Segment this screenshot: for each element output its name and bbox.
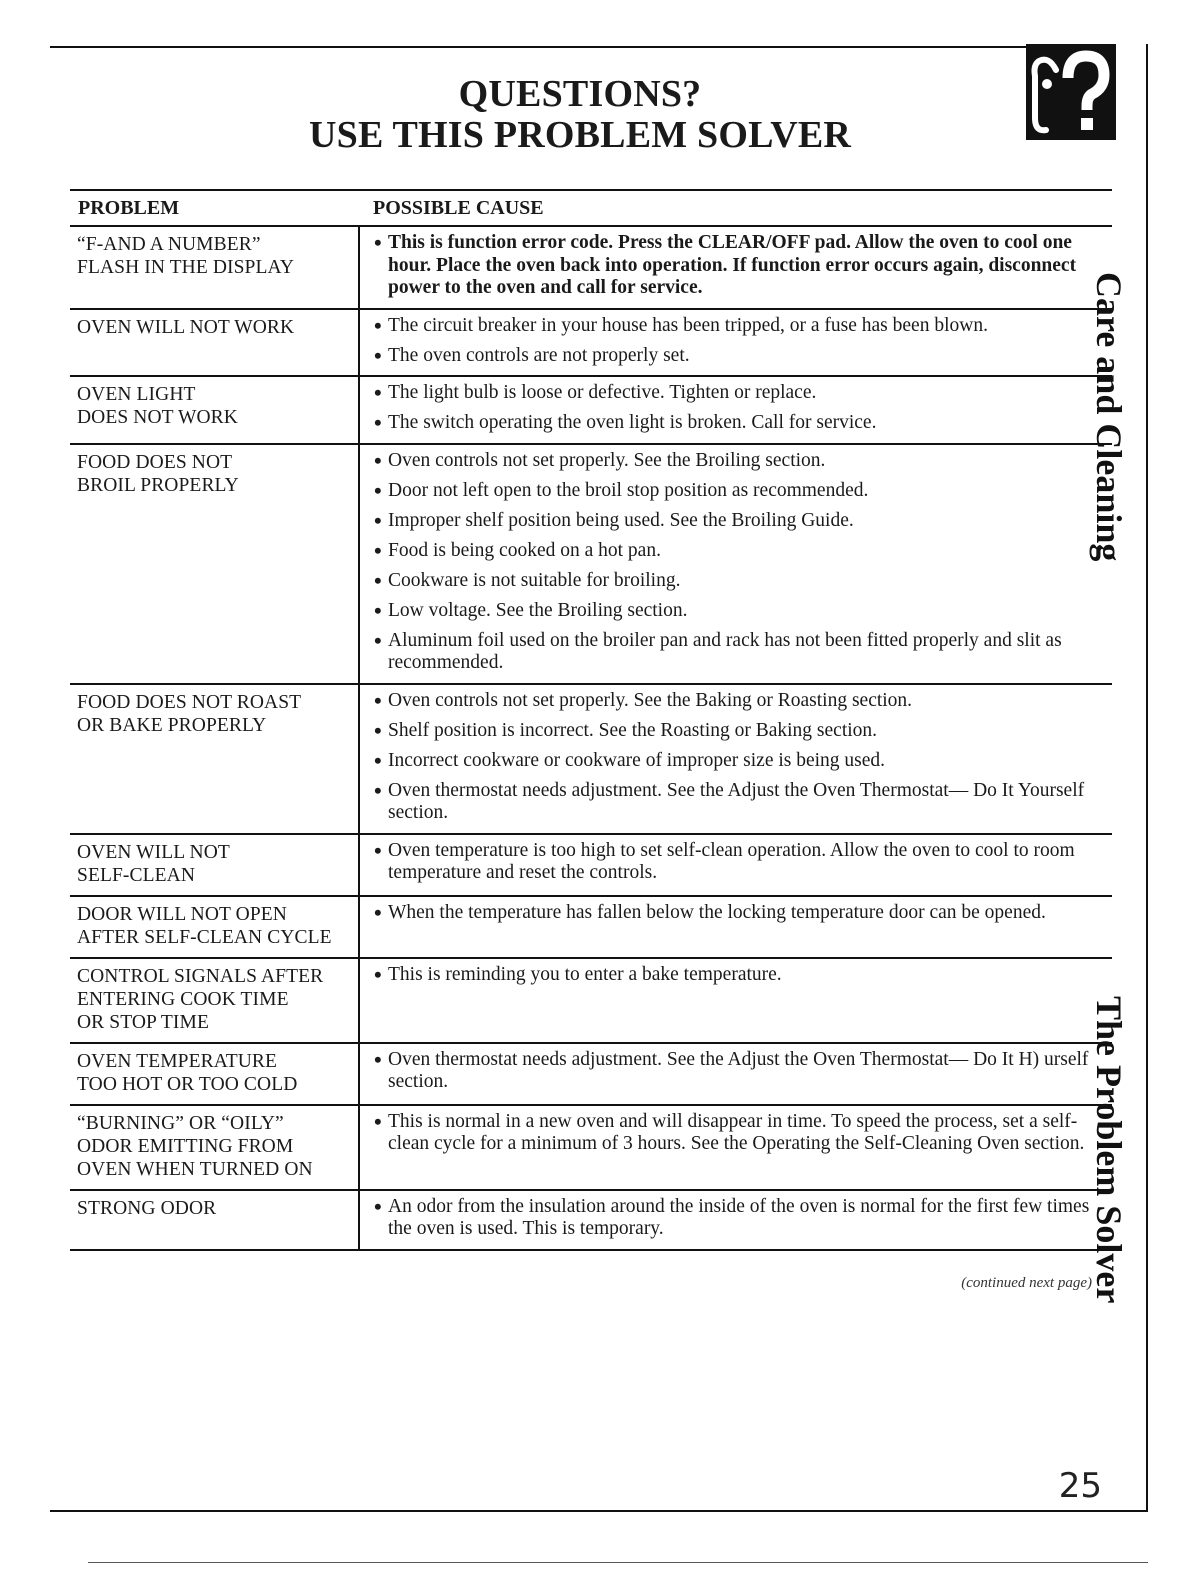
table-header-row: [70, 190, 1112, 226]
problem-line: FOOD DOES NOT: [77, 451, 233, 473]
problem-cell: [70, 1190, 359, 1250]
cause-item: • This is reminding you to enter a bake temperature.: [374, 964, 1102, 987]
cause-item: • This is normal in a new oven and will disappear in time. To speed the process, set a self-clean cycle for a minimum of 3 hours. See the Operating the Self-Cleaning Oven section.: [374, 1111, 1102, 1156]
problem-line: TOO HOT OR TOO COLD: [77, 1073, 298, 1095]
problem-line: OVEN WILL NOT WORK: [77, 316, 295, 338]
cause-item: • Food is being cooked on a hot pan.: [374, 540, 1102, 563]
side-tab-care-and-cleaning[interactable]: [1089, 272, 1169, 562]
cause-item: • Oven controls not set properly. See the Broiling section.: [374, 450, 1102, 473]
problem-line: OVEN LIGHT: [77, 384, 196, 405]
cause-cell: [359, 376, 1112, 444]
cause-item: • When the temperature has fallen below the locking temperature door can be opened.: [374, 902, 1102, 925]
problem-line: OVEN WHEN TURNED ON: [77, 1158, 313, 1180]
cause-cell: [359, 958, 1112, 1043]
problem-line: OR BAKE PROPERLY: [77, 714, 267, 736]
problem-cell: [70, 958, 359, 1043]
continued-note: (continued next page): [961, 1275, 1092, 1291]
cause-cell: [359, 226, 1112, 309]
cause-cell: [359, 684, 1112, 834]
right-margin-rule: [1146, 44, 1148, 1512]
problem-cell: [70, 226, 359, 309]
cause-cell: [359, 896, 1112, 958]
problem-cell: [70, 1105, 359, 1190]
side-tab-label: The Problem Solver: [1089, 996, 1129, 1304]
cause-item: • Incorrect cookware or cookware of improper size is being used.: [374, 750, 1102, 773]
table-row: [70, 958, 1112, 1043]
problem-line: FOOD DOES NOT ROAST: [77, 691, 302, 713]
cause-item: • This is function error code. Press the CLEAR/OFF pad. Allow the oven to cool one hour. Place the oven back into operation. If function error occurs again, disconnect power to the oven and call for service.: [374, 232, 1102, 300]
page-title: [230, 74, 930, 156]
problem-line: STRONG ODOR: [77, 1197, 217, 1219]
table-row: [70, 1105, 1112, 1190]
page-title-line-2: USE THIS PROBLEM SOLVER: [308, 114, 852, 156]
cause-item: • Door not left open to the broil stop position as recommended.: [374, 480, 1102, 503]
column-header-problem: PROBLEM: [70, 190, 359, 226]
problem-line: “F-AND A NUMBER”: [77, 234, 261, 255]
cause-item: • Shelf position is incorrect. See the Roasting or Baking section.: [374, 720, 1102, 743]
side-tab-label: Care and Cleaning: [1089, 272, 1129, 562]
page-number: 25: [1058, 1466, 1102, 1506]
table-row: [70, 444, 1112, 684]
cause-item: • The oven controls are not properly set.: [374, 345, 1102, 368]
side-tab-problem-solver[interactable]: [1089, 996, 1169, 1304]
question-icon: [1026, 44, 1116, 140]
table-row: [70, 896, 1112, 958]
cause-item: • Oven thermostat needs adjustment. See the Adjust the Oven Thermostat— Do It Yourself section.: [374, 780, 1102, 825]
problem-line: FLASH IN THE DISPLAY: [77, 257, 295, 278]
page-title-line-1: QUESTIONS?: [458, 73, 702, 115]
cause-item: • Oven thermostat needs adjustment. See the Adjust the Oven Thermostat— Do It H) urself section.: [374, 1049, 1102, 1094]
cause-item: • Cookware is not suitable for broiling.: [374, 570, 1102, 593]
cause-item: • Improper shelf position being used. See the Broiling Guide.: [374, 510, 1102, 533]
column-header-possible-cause: POSSIBLE CAUSE: [359, 190, 1112, 226]
cause-cell: [359, 309, 1112, 377]
cause-item: • Low voltage. See the Broiling section.: [374, 600, 1102, 623]
cause-cell: [359, 834, 1112, 896]
problem-cell: [70, 1043, 359, 1105]
bottom-rule: [50, 1510, 1148, 1512]
problem-solver-table: [70, 189, 1112, 1251]
problem-cell: [70, 896, 359, 958]
problem-line: SELF-CLEAN: [77, 864, 195, 886]
problem-line: OVEN TEMPERATURE: [77, 1050, 278, 1072]
problem-line: DOES NOT WORK: [77, 407, 238, 428]
problem-line: “BURNING” OR “OILY”: [77, 1112, 284, 1134]
cause-cell: [359, 1105, 1112, 1190]
footer-rule: [88, 1562, 1148, 1563]
table-row: [70, 1190, 1112, 1250]
table-row: [70, 309, 1112, 377]
cause-item: • The switch operating the oven light is broken. Call for service.: [374, 412, 1102, 435]
cause-item: • Aluminum foil used on the broiler pan and rack has not been fitted properly and slit as recommended.: [374, 630, 1102, 675]
table-row: [70, 226, 1112, 309]
top-rule: [50, 46, 1116, 48]
cause-item: • The light bulb is loose or defective. Tighten or replace.: [374, 382, 1102, 405]
problem-line: ENTERING COOK TIME: [77, 988, 289, 1010]
cause-item: • An odor from the insulation around the inside of the oven is normal for the first few times the oven is used. This is temporary.: [374, 1196, 1102, 1241]
problem-line: OR STOP TIME: [77, 1011, 209, 1033]
cause-item: • The circuit breaker in your house has been tripped, or a fuse has been blown.: [374, 315, 1102, 338]
problem-cell: [70, 376, 359, 444]
problem-cell: [70, 444, 359, 684]
problem-line: AFTER SELF-CLEAN CYCLE: [77, 926, 332, 948]
problem-line: DOOR WILL NOT OPEN: [77, 903, 287, 925]
table-row: [70, 834, 1112, 896]
problem-cell: [70, 834, 359, 896]
cause-item: • Oven controls not set properly. See the Baking or Roasting section.: [374, 690, 1102, 713]
table-row: [70, 1043, 1112, 1105]
cause-cell: [359, 1043, 1112, 1105]
problem-cell: [70, 309, 359, 377]
cause-cell: [359, 444, 1112, 684]
table-row: [70, 684, 1112, 834]
problem-line: ODOR EMITTING FROM: [77, 1135, 294, 1157]
problem-line: OVEN WILL NOT: [77, 841, 230, 863]
problem-line: BROIL PROPERLY: [77, 474, 239, 496]
table-row: [70, 376, 1112, 444]
problem-line: CONTROL SIGNALS AFTER: [77, 965, 324, 987]
problem-cell: [70, 684, 359, 834]
cause-item: • Oven temperature is too high to set self-clean operation. Allow the oven to cool to room temperature and reset the controls.: [374, 840, 1102, 885]
cause-cell: [359, 1190, 1112, 1250]
